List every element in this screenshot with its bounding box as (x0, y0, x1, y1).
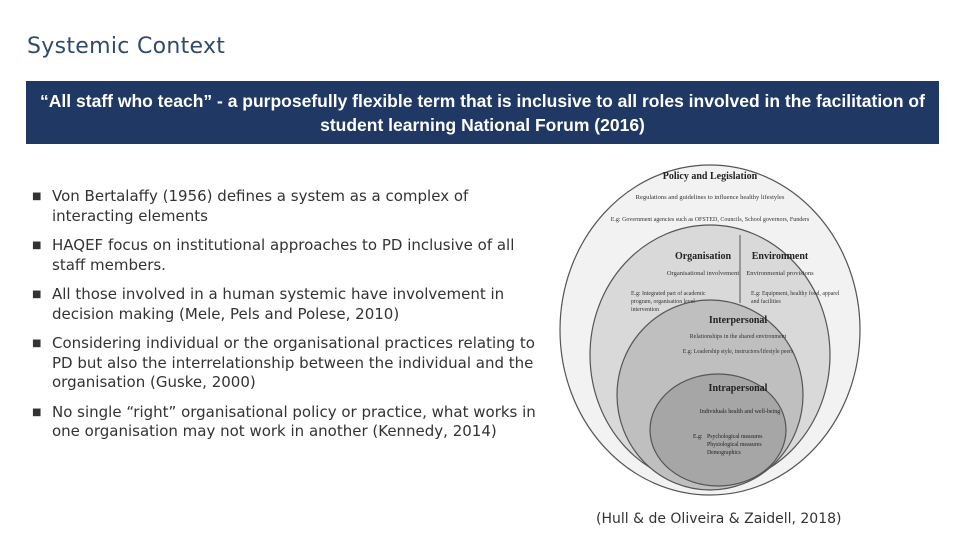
organisation-eg2: program, organisation level (631, 299, 695, 305)
square-bullet-icon: ■ (32, 240, 42, 251)
environment-eg2: and facilities (751, 299, 781, 305)
intrapersonal-eg1: Psychological measures (707, 434, 763, 440)
square-bullet-icon: ■ (32, 289, 42, 300)
policy-line1: Regulations and guidelines to influence healthy lifestyles (635, 194, 785, 201)
bullet-item (32, 236, 552, 275)
interpersonal-title: Interpersonal (708, 315, 768, 326)
interpersonal-sub: Relationships in the shared environment (689, 334, 787, 340)
bullet-list (32, 187, 552, 452)
environment-eg1: E.g: Equipment, healthy food, apparel (751, 291, 840, 297)
organisation-sub: Organisational involvement (666, 270, 740, 277)
organisation-eg3: intervention (631, 307, 660, 313)
slide-title: Systemic Context (27, 34, 226, 59)
policy-line2: E.g: Government agencies such as OFSTED, Councils, School governors, Funders (610, 217, 810, 223)
bullet-text: HAQEF focus on institutional approaches to PD inclusive of all staff members. (52, 236, 515, 274)
bullet-text: All those involved in a human systemic have involvement in decision making (Mele, Pels and Polese, 2010) (52, 285, 505, 323)
organisation-eg1: E.g: Integrated part of academic (631, 291, 706, 297)
bullet-item (32, 187, 552, 226)
interpersonal-eg: E.g: Leadership style, instructors/lifestyle peers (682, 349, 794, 355)
environment-title: Environment (751, 251, 809, 262)
bullet-text: No single “right” organisational policy or practice, what works in one organisation may not work in another (Kennedy, 2014) (52, 402, 536, 440)
square-bullet-icon: ■ (32, 406, 42, 418)
intrapersonal-eg2: Physiological measures (707, 442, 762, 448)
square-bullet-icon: ■ (32, 191, 42, 202)
quote-banner: “All staff who teach” - a purposefully flexible term that is inclusive to all roles involved in the facilitation of student learning National Forum (2016) (26, 81, 939, 144)
figure-citation: (Hull & de Oliveira & Zaidell, 2018) (596, 511, 842, 527)
bullet-item (32, 403, 552, 442)
bullet-item (32, 334, 552, 393)
intrapersonal-eg3: Demographics (707, 450, 741, 456)
square-bullet-icon: ■ (32, 338, 42, 349)
organisation-title: Organisation (674, 251, 732, 262)
intrapersonal-title: Intrapersonal (708, 383, 768, 394)
intrapersonal-sub: Individuals health and well-being (699, 409, 781, 415)
bullet-text: Considering individual or the organisational practices relating to PD but also the interrelationship between the individual and the organisation (Guske, 2000) (52, 334, 535, 391)
intrapersonal-eg-label: E.g: (693, 434, 703, 440)
bullet-text: Von Bertalaffy (1956) defines a system as a complex of interacting elements (52, 187, 469, 225)
policy-title: Policy and Legislation (662, 171, 758, 182)
bullet-item (32, 285, 552, 324)
environment-sub: Environmental provisions (746, 270, 814, 277)
nested-ecological-model-diagram (555, 155, 875, 500)
